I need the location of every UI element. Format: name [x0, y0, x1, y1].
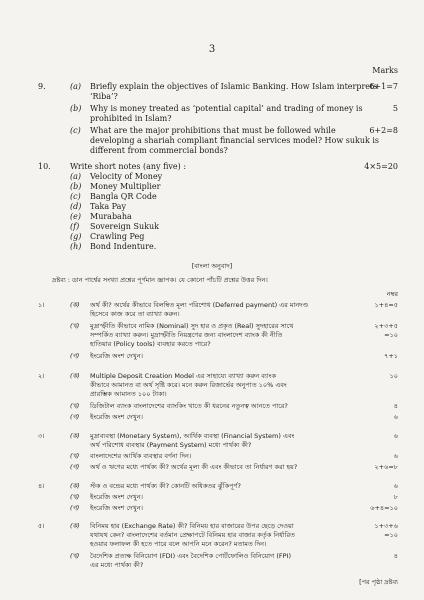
bq4-b-line: ইংরেজি অংশ দেখুন। [90, 493, 143, 501]
bq4-a-label: (ক) [70, 482, 80, 490]
q9-b-text: Why is money treated as ‘potential capital’ and trading of money is prohibited in Islam? [90, 104, 363, 123]
bq2-a-label: (ক) [70, 372, 80, 380]
bq2-b-line: ডিজিটাল ব্যাংক বাংলাদেশের ব্যাংকিং খাতে কী ধরনের নতুনত্ব আনতে পারে? [90, 402, 288, 410]
bq4-a-line: স্টক ও বন্ডের মধ্যে পার্থক্য কী? কোনটি অধিকতর ঝুঁকিপূর্ণ? [90, 482, 241, 490]
bq1-a-line: হিসেবে কাজ করে তা ব্যাখ্যা করুন। [90, 310, 180, 318]
q9-a-text: Briefly explain the objectives of Islamic Banking. How Islam interprets ‘Riba’? [90, 82, 378, 101]
bq2-b-label: (খ) [70, 402, 80, 410]
bq1-a-line: অর্থ কী? অর্থের কীভাবে বিলম্বিত মূল্য পরিশোধ (Deferred payment) এর মানদণ্ড [90, 301, 309, 309]
q10-item-label: (a) [70, 172, 82, 181]
bangla-question-1-number: ১। [38, 301, 45, 309]
bq1-c-line: ইংরেজি অংশ দেখুন। [90, 352, 143, 360]
q10-item-label: (d) [70, 202, 82, 211]
bangla-question-3-number: ৩। [38, 432, 45, 440]
bq1-c-marks: ৭+১ [384, 352, 398, 360]
bangla-heading: [বাংলা অনুবাদ] [191, 262, 233, 270]
bq2-c-label: (গ) [70, 413, 80, 421]
q10-item-text: Bangla QR Code [90, 192, 157, 201]
q9-c-marks: 6+2=8 [369, 126, 398, 135]
bq5-a-marks: ১+৩+৬ =১০ [374, 522, 398, 539]
bq5-a-line: যথাযথ কেন? বাংলাদেশের বর্তমান প্রেক্ষাপটে বিনিময় হার বাজার কর্তৃক নির্ধারিত [90, 531, 295, 539]
bangla-note: দ্রষ্টব্য : ডান পার্শ্বের সংখ্যা প্রশ্নের পূর্ণমান জ্ঞাপক। যে কোনো পাঁচটি প্রশ্নের উত্তর দিন। [52, 276, 268, 284]
q10-item-text: Sovereign Sukuk [90, 222, 159, 231]
question-10-number: 10. [38, 162, 51, 171]
bq1-b-line: হাতিয়ার (Policy tools) ব্যবহার করতে পারে? [90, 340, 211, 348]
bq4-c-line: ইংরেজি অংশ দেখুন। [90, 504, 143, 512]
bq2-c-marks: ৬ [393, 413, 398, 421]
page-number: 3 [208, 44, 216, 55]
bq5-a-label: (ক) [70, 522, 80, 530]
q10-item-label: (c) [70, 192, 81, 201]
bq2-a-marks: ১০ [389, 372, 398, 380]
bq1-a-label: (ক) [70, 301, 80, 309]
q10-item-text: Taka Pay [90, 202, 126, 211]
bq3-a-line: মুদ্রাব্যবস্থা (Monetary System), আর্থিক ব্যবস্থা (Financial System) এবং [90, 432, 295, 440]
bq3-b-line: বাংলাদেশের আর্থিক ব্যবস্থার বর্ণনা দিন। [90, 452, 192, 460]
bq3-c-label: (গ) [70, 463, 80, 471]
bq3-b-label: (খ) [70, 452, 80, 460]
bq4-b-label: (খ) [70, 493, 80, 501]
q10-item-text: Murabaha [90, 212, 132, 221]
bq3-c-line: অর্থ ও ঋণের মধ্যে পার্থক্য কী? অর্থের মূল্য কী এবং কীভাবে তা নির্ধারণ করা হয়? [90, 463, 298, 471]
bangla-marks-header: নম্বর [386, 290, 398, 298]
bq5-a-line: হওয়ার ফলাফল কী হতে পারে বলে আপনি মনে করেন? মতামত দিন। [90, 540, 267, 548]
marks-header: Marks [372, 66, 398, 75]
q9-a-marks: 6+1=7 [369, 82, 398, 91]
bq5-b-label: (খ) [70, 552, 80, 560]
bq1-b-marks: ২+৩+৫ =১০ [374, 322, 398, 339]
page-footer: [পর পৃষ্ঠা দ্রষ্টব্য [359, 578, 398, 586]
bq4-b-marks: ৮ [393, 493, 398, 501]
bangla-question-5-number: ৫। [38, 522, 45, 530]
bq2-a-line: প্রারম্ভিক আমানত ১০০ টাকা। [90, 390, 167, 398]
bq1-b-line: মুদ্রাস্ফীতি কীভাবে নামিক (Nominal) সুদ হার ও প্রকৃত (Real) সুদহারের সাথে [90, 322, 294, 330]
bq3-a-label: (ক) [70, 432, 80, 440]
q10-marks: 4×5=20 [364, 162, 398, 171]
q10-item-label: (g) [70, 232, 82, 241]
bq3-b-marks: ৬ [393, 452, 398, 460]
bq5-b-line: বৈদেশিক প্রত্যক্ষ বিনিয়োগ (FDI) এবং বৈদেশিক পোর্টফোলিও বিনিয়োগ (FPI) [90, 552, 292, 560]
bq2-a-line: Multiple Deposit Creation Model এর সাহায্যে ব্যাখ্যা করুন ব্যাংক [90, 372, 277, 380]
bq5-a-line: বিনিময় হার (Exchange Rate) কী? বিনিময় হার বাজারের উপর ছেড়ে দেওয়া [90, 522, 294, 530]
bq4-c-label: (গ) [70, 504, 80, 512]
q10-item-text: Bond Indenture. [90, 242, 157, 251]
bq3-a-marks: ৬ [393, 432, 398, 440]
bq5-b-marks: ৪ [393, 552, 398, 560]
bq1-b-label: (খ) [70, 322, 80, 330]
bq4-a-marks: ৬ [393, 482, 398, 490]
q9-c-label: (c) [70, 126, 81, 135]
bq5-b-line: এর মধ্যে পার্থক্য কী? [90, 561, 144, 569]
bq2-c-line: ইংরেজি অংশ দেখুন। [90, 413, 143, 421]
bq1-a-marks: ১+৪=৫ [374, 301, 398, 309]
question-9-number: 9. [38, 82, 46, 91]
q10-item-text: Velocity of Money [90, 172, 163, 181]
bq4-c-marks: ৬+৪=১০ [370, 504, 398, 512]
bq3-a-line: অর্থ পরিশোধ ব্যবস্থার (Payment System) মধ্যে পার্থক্য কী? [90, 441, 252, 449]
bangla-question-2-number: ২। [38, 372, 45, 380]
q10-item-text: Crawling Peg [90, 232, 145, 241]
bq1-c-label: (গ) [70, 352, 80, 360]
q10-item-label: (e) [70, 212, 81, 221]
q10-item-label: (h) [70, 242, 82, 251]
bq2-b-marks: ৪ [393, 402, 398, 410]
q9-b-label: (b) [70, 104, 82, 113]
q10-item-text: Money Multiplier [90, 182, 161, 191]
q10-item-label: (f) [70, 222, 80, 231]
bq1-b-line: সম্পর্কিত ব্যাখ্যা করুন। মুদ্রাস্ফীতি নিয়ন্ত্রণের জন্য বাংলাদেশ ব্যাংক কী নীতি [90, 331, 283, 339]
q10-title: Write short notes (any five) : [70, 162, 187, 171]
q9-b-marks: 5 [392, 104, 398, 113]
q9-c-text: What are the major prohibitions that must be followed while developing a shariah compliant financial services model? How sukuk is different from commercial bonds? [90, 126, 380, 155]
bq2-a-line: কীভাবে আমানত বা অর্থ সৃষ্টি করে। মনে করুন রিজার্ভের অনুপাত ১০% এবং [90, 381, 287, 389]
q10-item-label: (b) [70, 182, 82, 191]
bq3-c-marks: ২+৬=৮ [374, 463, 398, 471]
bangla-question-4-number: ৪। [38, 482, 45, 490]
q9-a-label: (a) [70, 82, 82, 91]
